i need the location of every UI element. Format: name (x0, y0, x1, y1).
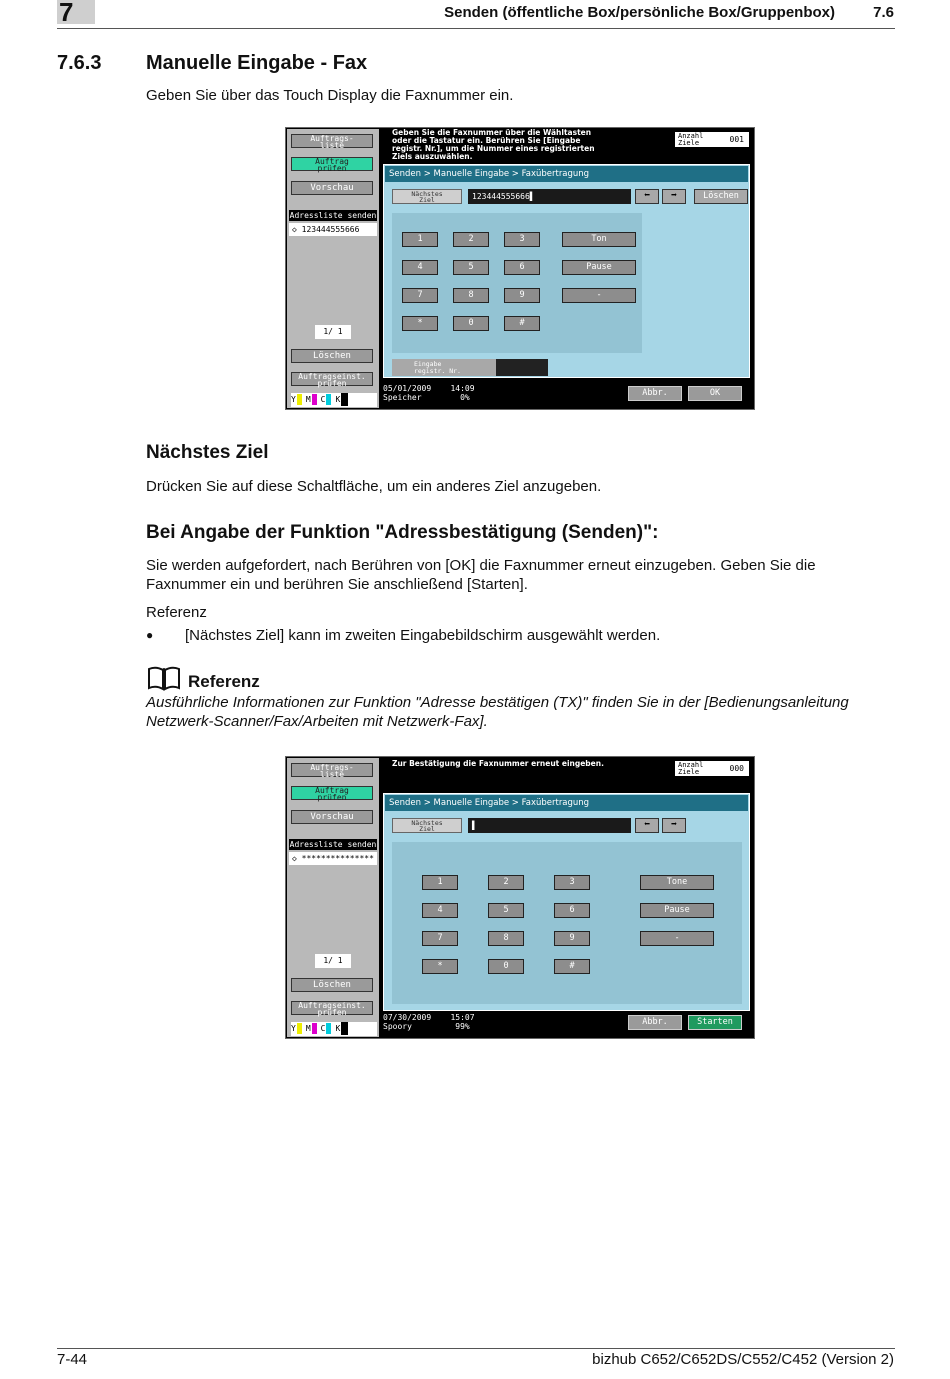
page-indicator: 1/ 1 (315, 325, 351, 339)
dash-button[interactable]: - (640, 931, 714, 946)
address-list-item[interactable]: ◇ 123444555666 (289, 223, 377, 236)
memory-label: Speicher (383, 393, 422, 402)
key-star[interactable]: * (402, 316, 438, 331)
toner-y-bar (297, 1023, 302, 1034)
arrow-left-icon[interactable]: ⬅ (635, 818, 659, 833)
screenshot-manual-fax (285, 127, 755, 410)
pause-button[interactable]: Pause (640, 903, 714, 918)
ok-button[interactable]: OK (688, 386, 742, 401)
key-1[interactable]: 1 (402, 232, 438, 247)
job-settings-button[interactable]: Auftragseinst. prüfen (291, 372, 373, 386)
breadcrumb: Senden > Manuelle Eingabe > Faxübertragung (385, 166, 748, 182)
footer-rule (57, 1348, 895, 1349)
toner-k-label: K (335, 395, 341, 404)
date-time (383, 384, 475, 402)
preview-button[interactable]: Vorschau (291, 810, 373, 824)
count-label: Anzahl Ziele (678, 761, 704, 776)
toner-k-bar (341, 1022, 348, 1035)
toner-k-label: K (335, 1024, 341, 1033)
bullet-mark: ● (146, 628, 154, 642)
register-number-button[interactable]: Eingabe registr. Nr. (392, 359, 496, 376)
address-entry: 123444555666 (301, 225, 360, 234)
main-panel (383, 793, 750, 1011)
toner-y-label: Y (291, 395, 296, 404)
key-7[interactable]: 7 (402, 288, 438, 303)
header-rule (57, 28, 895, 29)
running-header-title: Senden (öffentliche Box/persönliche Box/Gruppenbox) (444, 4, 835, 21)
key-hash[interactable]: # (554, 959, 590, 974)
date-text: 07/30/2009 (383, 1013, 432, 1022)
arrow-right-icon[interactable]: ➡ (662, 818, 686, 833)
toner-indicator (291, 1022, 377, 1036)
toner-c-bar (326, 394, 331, 405)
arrow-right-icon[interactable]: ➡ (662, 189, 686, 204)
reference-title: Referenz (188, 672, 260, 691)
address-list-header: Adressliste senden (289, 211, 377, 220)
key-9[interactable]: 9 (554, 931, 590, 946)
dash-button[interactable]: - (562, 288, 636, 303)
destination-count (675, 761, 749, 776)
toner-indicator (291, 393, 377, 407)
page-indicator: 1/ 1 (315, 954, 351, 968)
section-title: Manuelle Eingabe - Fax (146, 52, 368, 74)
address-list-item[interactable]: ◇ *************** (289, 852, 377, 865)
keypad (392, 842, 742, 1004)
check-job-button[interactable]: Auftrag prüfen (291, 157, 373, 171)
key-3[interactable]: 3 (554, 875, 590, 890)
toner-m-label: M (305, 1024, 311, 1033)
key-3[interactable]: 3 (504, 232, 540, 247)
memory-value: 0% (460, 393, 470, 402)
key-8[interactable]: 8 (453, 288, 489, 303)
next-target-text: Drücken Sie auf diese Schaltfläche, um ein anderes Ziel anzugeben. (146, 478, 602, 495)
instruction-message: Zur Bestätigung die Faxnummer erneut eingeben. (392, 759, 604, 768)
fax-number-input[interactable]: 123444555666▌ (468, 189, 631, 204)
key-1[interactable]: 1 (422, 875, 458, 890)
key-5[interactable]: 5 (453, 260, 489, 275)
destination-count (675, 132, 749, 147)
key-4[interactable]: 4 (422, 903, 458, 918)
book-icon (147, 665, 181, 691)
left-panel (287, 758, 379, 1037)
reference-text: Ausführliche Informationen zur Funktion "Adresse bestätigen (TX)" finden Sie in der [Bedienungsanleitung Netzwerk-Scanner/Fax/Arbeiten mit Netzwerk-Fax]. (146, 694, 849, 730)
start-button[interactable]: Starten (688, 1015, 742, 1030)
register-number-input[interactable] (496, 359, 548, 376)
keypad (392, 213, 642, 353)
key-2[interactable]: 2 (453, 232, 489, 247)
left-panel (287, 129, 379, 408)
section-number: 7.6.3 (57, 52, 102, 74)
preview-button[interactable]: Vorschau (291, 181, 373, 195)
key-9[interactable]: 9 (504, 288, 540, 303)
key-6[interactable]: 6 (554, 903, 590, 918)
confirm-text: Sie werden aufgefordert, nach Berühren von [OK] die Faxnummer erneut einzugeben. Geben Sie die Faxnummer ein und berühren Sie anschließend [Starten]. (146, 557, 816, 593)
clear-button[interactable]: Löschen (694, 189, 748, 204)
toner-y-label: Y (291, 1024, 296, 1033)
time-text: 14:09 (450, 384, 475, 393)
chapter-number: 7 (59, 0, 74, 27)
key-8[interactable]: 8 (488, 931, 524, 946)
page-number: 7-44 (57, 1351, 88, 1368)
date-text: 05/01/2009 (383, 384, 432, 393)
screenshot-confirm-fax (285, 756, 755, 1039)
key-0[interactable]: 0 (453, 316, 489, 331)
chapter-tab (57, 0, 95, 27)
pause-button[interactable]: Pause (562, 260, 636, 275)
intro-text: Geben Sie über das Touch Display die Faxnummer ein. (146, 87, 514, 104)
toner-m-bar (312, 1023, 317, 1034)
breadcrumb: Senden > Manuelle Eingabe > Faxübertragung (385, 795, 748, 811)
status-bar (383, 384, 753, 408)
date-time (383, 1013, 475, 1031)
toner-c-bar (326, 1023, 331, 1034)
count-label: Anzahl Ziele (678, 132, 704, 147)
key-5[interactable]: 5 (488, 903, 524, 918)
toner-m-bar (312, 394, 317, 405)
memory-label: Spoory (383, 1022, 412, 1031)
key-7[interactable]: 7 (422, 931, 458, 946)
next-destination-button[interactable]: Nächstes Ziel (392, 189, 462, 204)
toner-y-bar (297, 394, 302, 405)
status-bar (383, 1013, 753, 1037)
tone-button[interactable]: Ton (562, 232, 636, 247)
delete-button[interactable]: Löschen (291, 349, 373, 363)
count-value: 001 (729, 135, 744, 144)
key-6[interactable]: 6 (504, 260, 540, 275)
key-2[interactable]: 2 (488, 875, 524, 890)
running-header-section: 7.6 (873, 4, 894, 21)
confirm-heading: Bei Angabe der Funktion "Adressbestätigung (Senden)": (146, 522, 659, 543)
cancel-button[interactable]: Abbr. (628, 1015, 682, 1030)
product-name: bizhub C652/C652DS/C552/C452 (Version 2) (592, 1351, 894, 1368)
cancel-button[interactable]: Abbr. (628, 386, 682, 401)
main-panel (383, 164, 750, 378)
toner-m-label: M (305, 395, 311, 404)
address-entry: *************** (301, 854, 374, 863)
key-star[interactable]: * (422, 959, 458, 974)
toner-c-label: C (320, 1024, 326, 1033)
count-value: 000 (729, 764, 744, 773)
toner-c-label: C (320, 395, 326, 404)
instruction-message: Geben Sie die Faxnummer über die Wähltasten oder die Tastatur ein. Berühren Sie [Eingabe registr. Nr.], um die Nummer eines registrierten Ziels auszuwählen. (392, 128, 595, 161)
reference-label: Referenz (146, 604, 207, 621)
key-0[interactable]: 0 (488, 959, 524, 974)
job-list-button[interactable]: Auftrags- liste (291, 134, 373, 148)
next-destination-button[interactable]: Nächstes Ziel (392, 818, 462, 833)
address-list-header: Adressliste senden (289, 840, 377, 849)
check-job-button[interactable]: Auftrag prüfen (291, 786, 373, 800)
tone-button[interactable]: Tone (640, 875, 714, 890)
fax-number-input[interactable]: ▌ (468, 818, 631, 833)
bullet-text: [Nächstes Ziel] kann im zweiten Eingabebildschirm ausgewählt werden. (185, 627, 661, 644)
next-target-heading: Nächstes Ziel (146, 442, 269, 463)
key-4[interactable]: 4 (402, 260, 438, 275)
job-list-button[interactable]: Auftrags- liste (291, 763, 373, 777)
job-settings-button[interactable]: Auftragseinst. prüfen (291, 1001, 373, 1015)
delete-button[interactable]: Löschen (291, 978, 373, 992)
memory-value: 99% (455, 1022, 470, 1031)
time-text: 15:07 (450, 1013, 475, 1022)
key-hash[interactable]: # (504, 316, 540, 331)
toner-k-bar (341, 393, 348, 406)
arrow-left-icon[interactable]: ⬅ (635, 189, 659, 204)
